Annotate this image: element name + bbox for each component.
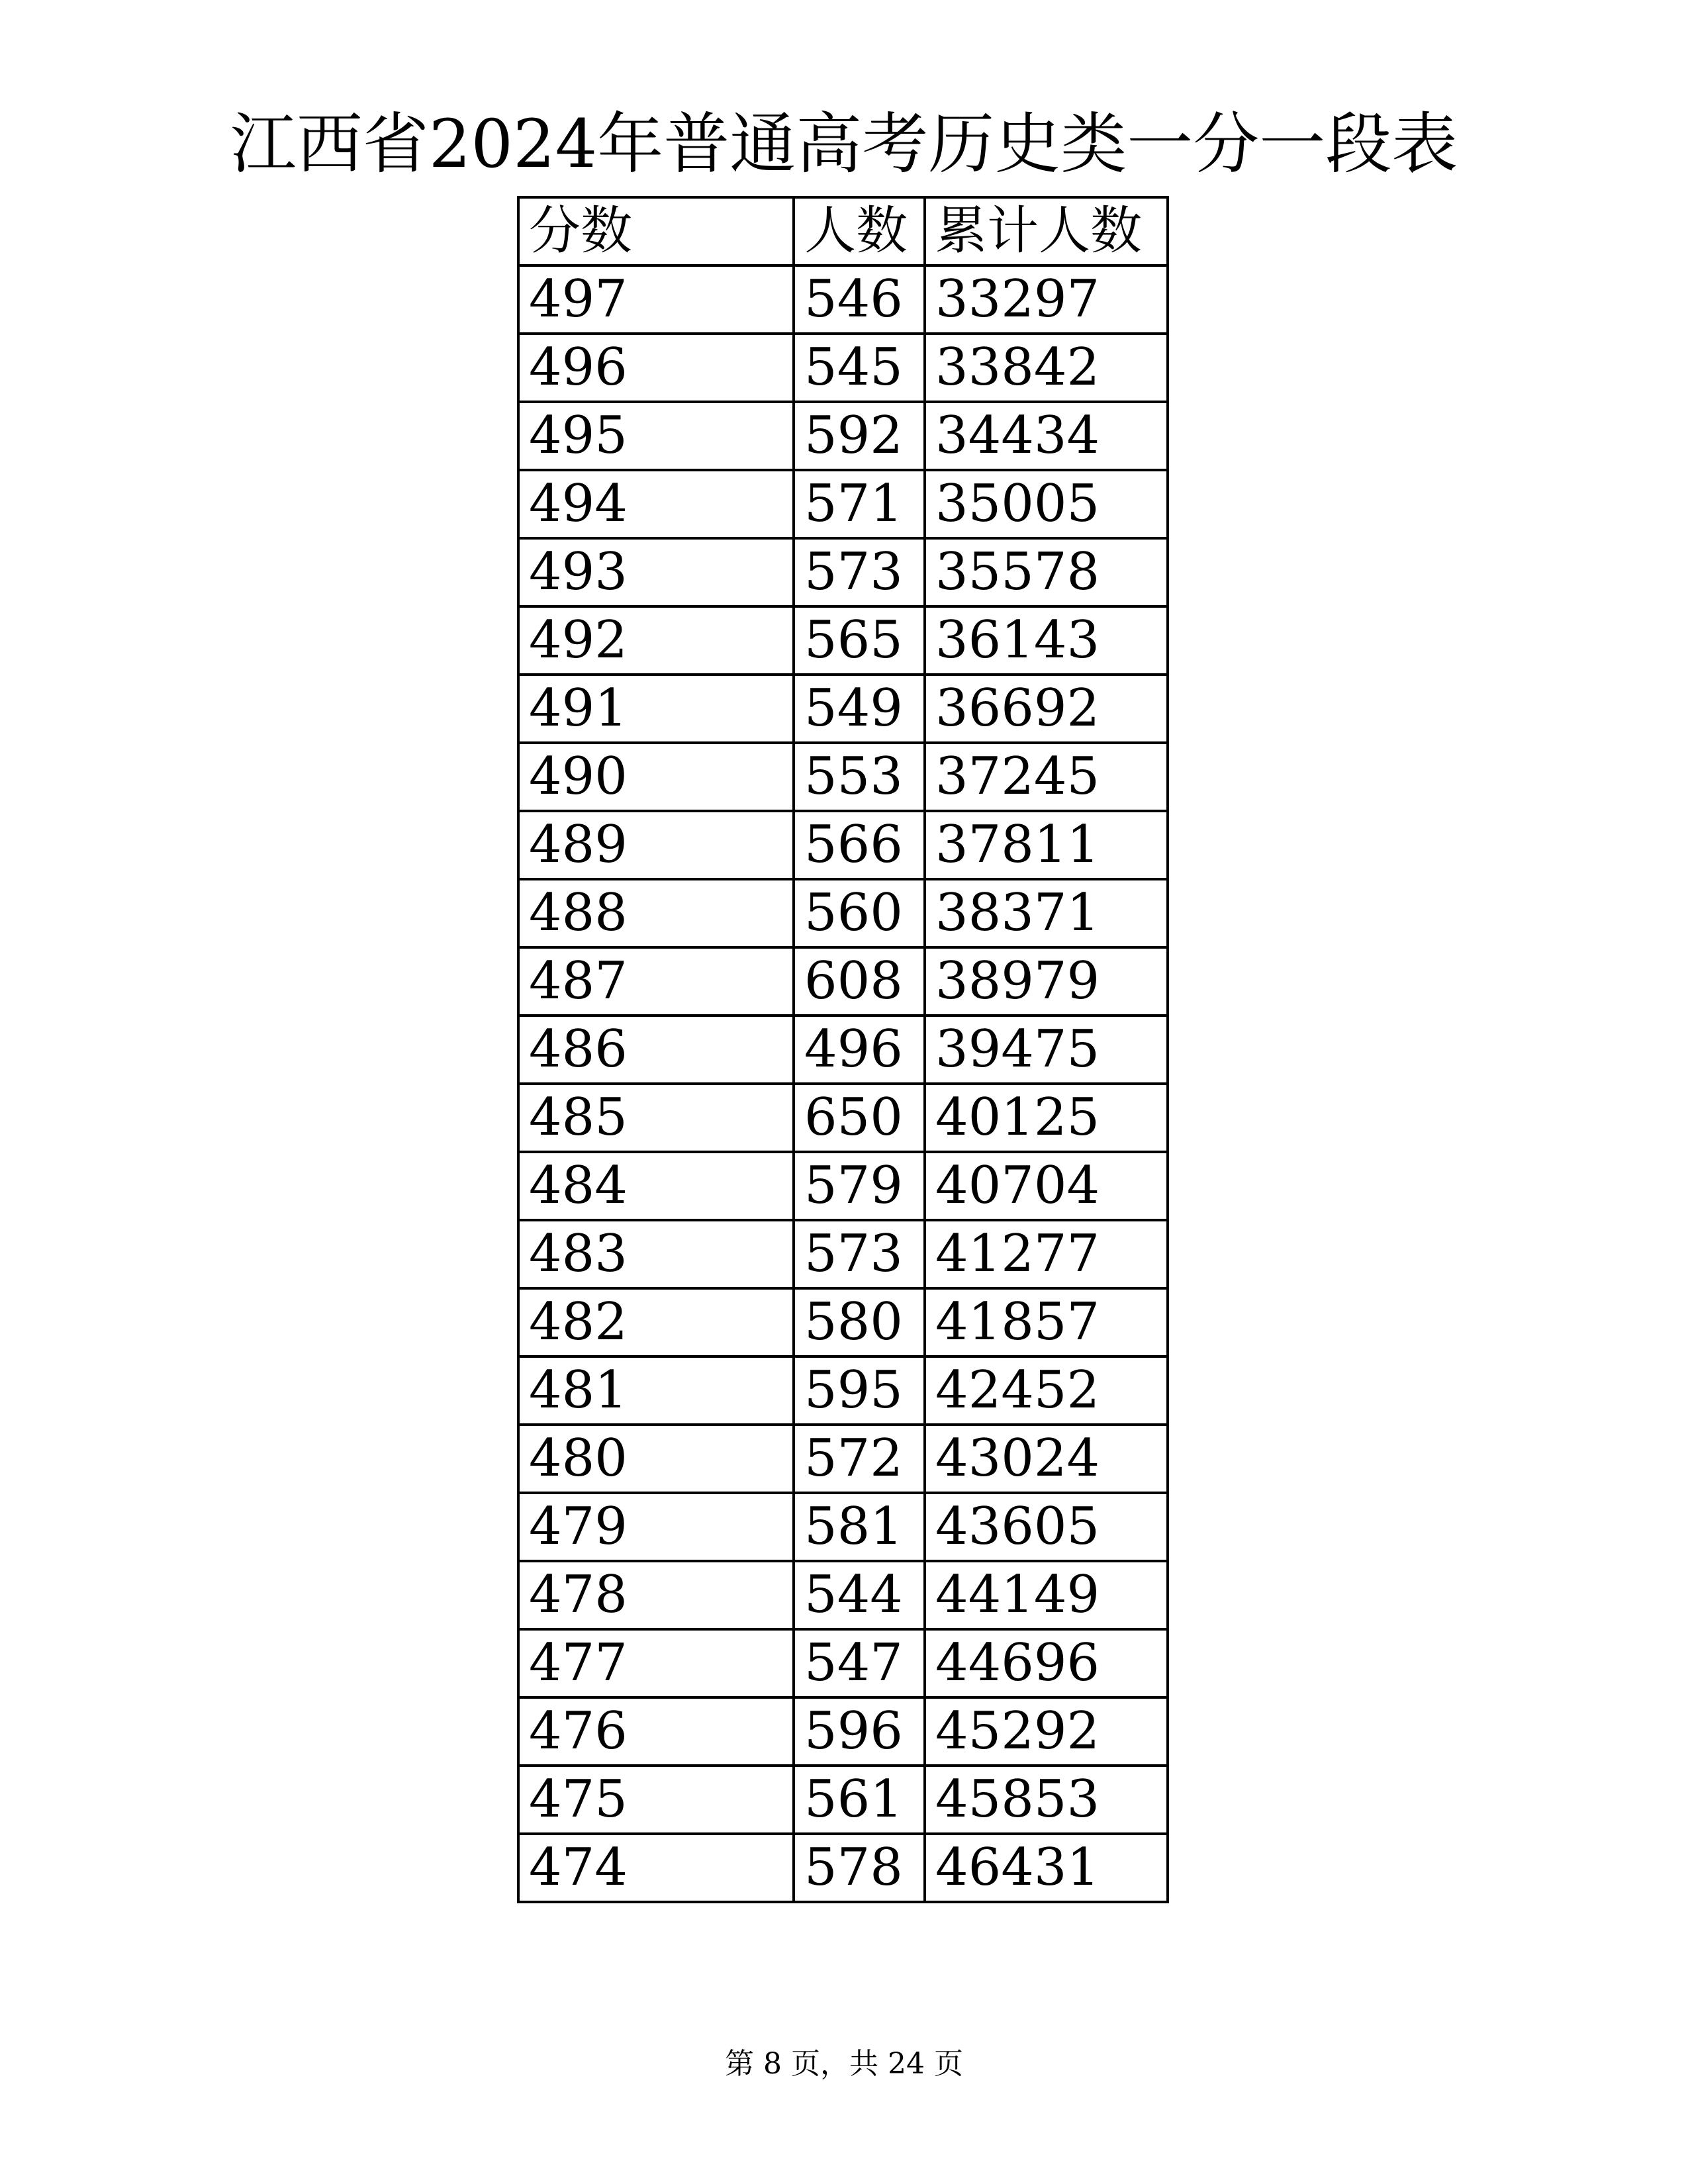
cell-count: 592 — [794, 402, 925, 470]
cell-count: 549 — [794, 675, 925, 743]
cell-score: 493 — [518, 538, 794, 606]
cell-count: 571 — [794, 470, 925, 538]
cell-score: 484 — [518, 1152, 794, 1220]
cell-cumulative: 35578 — [925, 538, 1168, 606]
table-row — [518, 1152, 1168, 1220]
cell-score: 485 — [518, 1084, 794, 1152]
cell-cumulative: 43024 — [925, 1425, 1168, 1493]
table-row — [518, 675, 1168, 743]
column-header-score: 分数 — [518, 197, 794, 265]
cell-cumulative: 45292 — [925, 1697, 1168, 1766]
cell-count: 650 — [794, 1084, 925, 1152]
cell-score: 477 — [518, 1629, 794, 1697]
table-row — [518, 1766, 1168, 1834]
cell-cumulative: 40704 — [925, 1152, 1168, 1220]
table-row — [518, 879, 1168, 947]
cell-score: 486 — [518, 1016, 794, 1084]
cell-score: 489 — [518, 811, 794, 879]
cell-count: 608 — [794, 947, 925, 1016]
table-row — [518, 265, 1168, 334]
page-footer: 第 8 页，共 24 页 — [725, 2047, 963, 2081]
table-row — [518, 1220, 1168, 1288]
cell-cumulative: 46431 — [925, 1834, 1168, 1902]
cell-cumulative: 33297 — [925, 265, 1168, 334]
cell-count: 561 — [794, 1766, 925, 1834]
table-body — [518, 265, 1168, 1902]
table-row — [518, 606, 1168, 675]
cell-score: 487 — [518, 947, 794, 1016]
cell-cumulative: 42452 — [925, 1356, 1168, 1425]
table-header-row — [518, 197, 1168, 265]
cell-score: 495 — [518, 402, 794, 470]
table-row — [518, 470, 1168, 538]
cell-cumulative: 40125 — [925, 1084, 1168, 1152]
cell-cumulative: 37245 — [925, 743, 1168, 811]
cell-count: 553 — [794, 743, 925, 811]
table-row — [518, 1288, 1168, 1356]
cell-count: 565 — [794, 606, 925, 675]
cell-score: 488 — [518, 879, 794, 947]
table-row — [518, 1016, 1168, 1084]
table-row — [518, 811, 1168, 879]
table-row — [518, 1561, 1168, 1629]
cell-count: 573 — [794, 538, 925, 606]
cell-cumulative: 36143 — [925, 606, 1168, 675]
cell-count: 547 — [794, 1629, 925, 1697]
cell-count: 566 — [794, 811, 925, 879]
cell-score: 490 — [518, 743, 794, 811]
cell-cumulative: 41857 — [925, 1288, 1168, 1356]
table-row — [518, 1084, 1168, 1152]
cell-count: 595 — [794, 1356, 925, 1425]
column-header-cumulative: 累计人数 — [925, 197, 1168, 265]
cell-count: 572 — [794, 1425, 925, 1493]
cell-cumulative: 43605 — [925, 1493, 1168, 1561]
cell-cumulative: 44696 — [925, 1629, 1168, 1697]
table-row — [518, 743, 1168, 811]
cell-cumulative: 44149 — [925, 1561, 1168, 1629]
cell-cumulative: 33842 — [925, 334, 1168, 402]
cell-cumulative: 38371 — [925, 879, 1168, 947]
cell-count: 578 — [794, 1834, 925, 1902]
cell-score: 478 — [518, 1561, 794, 1629]
cell-count: 579 — [794, 1152, 925, 1220]
cell-score: 481 — [518, 1356, 794, 1425]
cell-score: 483 — [518, 1220, 794, 1288]
cell-score: 494 — [518, 470, 794, 538]
cell-count: 544 — [794, 1561, 925, 1629]
cell-cumulative: 45853 — [925, 1766, 1168, 1834]
table-row — [518, 947, 1168, 1016]
table-row — [518, 1834, 1168, 1902]
cell-score: 491 — [518, 675, 794, 743]
cell-score: 476 — [518, 1697, 794, 1766]
cell-count: 580 — [794, 1288, 925, 1356]
cell-score: 497 — [518, 265, 794, 334]
table-row — [518, 402, 1168, 470]
table-row — [518, 1493, 1168, 1561]
cell-cumulative: 37811 — [925, 811, 1168, 879]
cell-count: 596 — [794, 1697, 925, 1766]
page-title: 江西省2024年普通高考历史类一分一段表 — [230, 105, 1458, 183]
cell-cumulative: 39475 — [925, 1016, 1168, 1084]
cell-count: 573 — [794, 1220, 925, 1288]
cell-score: 482 — [518, 1288, 794, 1356]
cell-count: 546 — [794, 265, 925, 334]
cell-cumulative: 38979 — [925, 947, 1168, 1016]
cell-cumulative: 36692 — [925, 675, 1168, 743]
cell-score: 496 — [518, 334, 794, 402]
cell-score: 479 — [518, 1493, 794, 1561]
cell-count: 560 — [794, 879, 925, 947]
cell-count: 496 — [794, 1016, 925, 1084]
cell-cumulative: 41277 — [925, 1220, 1168, 1288]
table-row — [518, 1629, 1168, 1697]
cell-score: 480 — [518, 1425, 794, 1493]
cell-cumulative: 35005 — [925, 470, 1168, 538]
cell-count: 581 — [794, 1493, 925, 1561]
cell-score: 492 — [518, 606, 794, 675]
score-table — [517, 196, 1169, 1903]
table-row — [518, 1356, 1168, 1425]
cell-count: 545 — [794, 334, 925, 402]
cell-cumulative: 34434 — [925, 402, 1168, 470]
cell-score: 475 — [518, 1766, 794, 1834]
cell-score: 474 — [518, 1834, 794, 1902]
table-row — [518, 1425, 1168, 1493]
table-row — [518, 334, 1168, 402]
column-header-count: 人数 — [794, 197, 925, 265]
table-row — [518, 1697, 1168, 1766]
table-row — [518, 538, 1168, 606]
